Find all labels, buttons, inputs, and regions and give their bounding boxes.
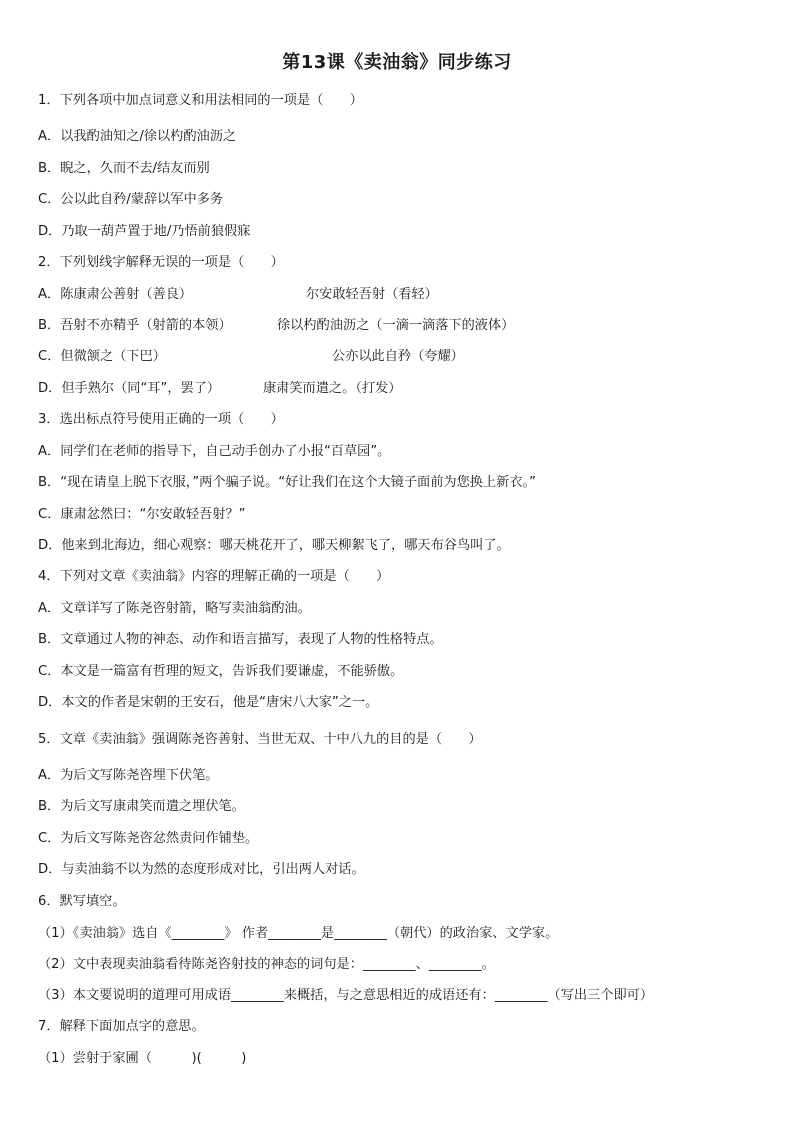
q4-option-c: C．本文是一篇富有哲理的短文，告诉我们要谦虚，不能骄傲。 bbox=[38, 664, 404, 679]
q6-item-1: （1）《卖油翁》选自《________》 作者________是________（朝代）的政治家、文学家。 bbox=[38, 926, 559, 941]
page-title: 第13课《卖油翁》同步练习 bbox=[282, 52, 512, 73]
q3-option-a: A．同学们在老师的指导下，自己动手创办了小报“百草园”。 bbox=[38, 444, 391, 459]
question-4: 4．下列对文章《卖油翁》内容的理解正确的一项是（ ） bbox=[38, 569, 390, 584]
question-5: 5．文章《卖油翁》强调陈尧咨善射、当世无双、十中八九的目的是（ ） bbox=[38, 732, 482, 747]
question-7: 7．解释下面加点字的意思。 bbox=[38, 1019, 205, 1034]
question-3: 3．选出标点符号使用正确的一项（ ） bbox=[38, 412, 284, 427]
q2-option-a bbox=[38, 286, 738, 304]
q4-option-a: A．文章详写了陈尧咨射箭，略写卖油翁酌油。 bbox=[38, 601, 311, 616]
q7-item-1: （1）尝射于家圃（ )( ) bbox=[38, 1051, 247, 1066]
question-1: 1．下列各项中加点词意义和用法相同的一项是（ ） bbox=[38, 93, 363, 108]
q2-option-b bbox=[38, 317, 738, 335]
q2-option-c bbox=[38, 348, 738, 366]
q5-option-b: B．为后文写康肃笑而遣之埋伏笔。 bbox=[38, 799, 245, 814]
q2-option-d-left: D．但手熟尔（同“耳”，罢了） bbox=[38, 381, 221, 396]
q5-option-a: A．为后文写陈尧咨埋下伏笔。 bbox=[38, 768, 219, 783]
q4-option-b: B．文章通过人物的神态、动作和语言描写，表现了人物的性格特点。 bbox=[38, 632, 443, 647]
q2-option-d bbox=[38, 380, 738, 398]
q2-option-a-left: A．陈康肃公善射（善良） bbox=[38, 287, 193, 302]
q3-option-b: B．“现在请皇上脱下衣服，”两个骗子说。“好让我们在这个大镜子面前为您换上新衣。” bbox=[38, 475, 536, 490]
question-2: 2．下列划线字解释无误的一项是（ ） bbox=[38, 255, 284, 270]
q6-item-2: （2）文中表现卖油翁看待陈尧咨射技的神态的词句是：________、________。 bbox=[38, 957, 495, 972]
q3-option-c: C．康肃忿然曰：“尔安敢轻吾射？” bbox=[38, 507, 246, 522]
q2-option-c-left: C．但微颔之（下巴） bbox=[38, 349, 166, 364]
q1-option-a: A．以我酌油知之/徐以杓酌油沥之 bbox=[38, 129, 237, 144]
q4-option-d: D．本文的作者是宋朝的王安石，他是“唐宋八大家”之一。 bbox=[38, 695, 379, 710]
q1-option-c: C．公以此自矜/蒙辞以军中多务 bbox=[38, 192, 224, 207]
q6-item-3: （3）本文要说明的道理可用成语________来概括，与之意思相近的成语还有：________（写出三个即可） bbox=[38, 988, 654, 1003]
q1-option-d: D．乃取一葫芦置于地/乃悟前狼假寐 bbox=[38, 224, 251, 239]
q2-option-a-right: 尔安敢轻吾射（看轻） bbox=[306, 287, 438, 302]
q2-option-c-right: 公亦以此自矜（夸耀） bbox=[332, 349, 464, 364]
q3-option-d: D．他来到北海边，细心观察：哪天桃花开了，哪天柳絮飞了，哪天布谷鸟叫了。 bbox=[38, 538, 510, 553]
q1-option-b: B．睨之，久而不去/结友而别 bbox=[38, 161, 210, 176]
q2-option-b-left: B．吾射不亦精乎（射箭的本领） bbox=[38, 318, 232, 333]
q5-option-c: C．为后文写陈尧咨忿然责问作铺垫。 bbox=[38, 831, 259, 846]
q5-option-d: D．与卖油翁不以为然的态度形成对比，引出两人对话。 bbox=[38, 862, 365, 877]
q2-option-b-right: 徐以杓酌油沥之（一滴一滴落下的液体） bbox=[277, 318, 515, 333]
question-6: 6．默写填空。 bbox=[38, 894, 126, 909]
q2-option-d-right: 康肃笑而遣之。（打发） bbox=[263, 381, 402, 396]
